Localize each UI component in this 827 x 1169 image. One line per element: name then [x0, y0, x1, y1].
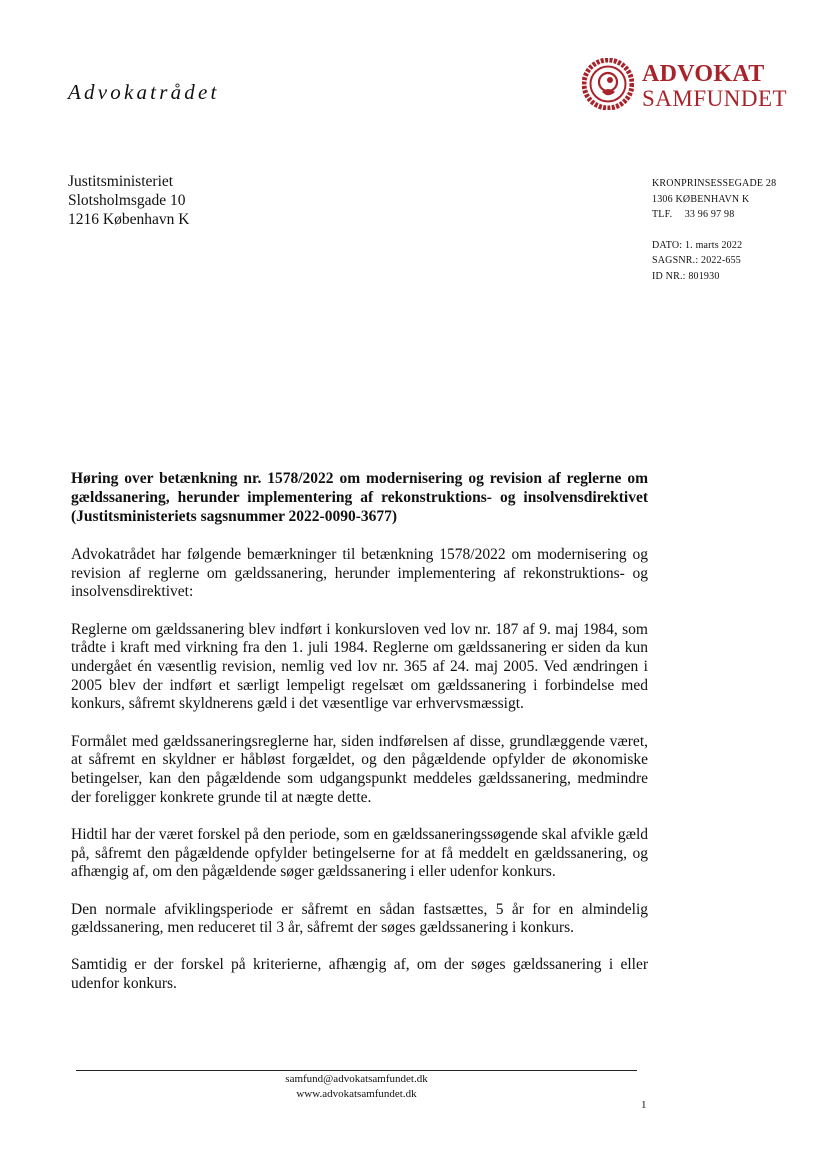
letter-subject: Høring over betænkning nr. 1578/2022 om modernisering og revision af reglerne om gældssanering, herunder implementering af rekonstruktions- og insolvensdirektivet (Justitsministeriets sagsnummer 2022-0090-3677) — [71, 470, 648, 525]
case-number: SAGSNR.: 2022-655 — [652, 255, 741, 266]
page-number: 1 — [641, 1099, 647, 1111]
sender-phone-line — [652, 207, 776, 223]
phone-number: 33 96 97 98 — [684, 209, 735, 220]
letter-body — [71, 546, 648, 1012]
footer-email: samfund@advokatsamfundet.dk — [285, 1073, 428, 1085]
logo-wordmark — [642, 62, 787, 110]
recipient-address — [68, 172, 189, 229]
body-paragraph: Formålet med gældssaneringsreglerne har, siden indførelsen af disse, grundlæggende været, at såfremt en skyldner er håbløst forgældet, og den pågældende opfylder de økonomiske betingelser, kan den pågældende som udgangspunkt meddeles gældssanering, medmindre der foreligger konkrete grunde til at nægte dette. — [71, 732, 648, 806]
logo-line-2: SAMFUNDET — [642, 86, 788, 111]
body-paragraph: Advokatrådet har følgende bemærkninger til betænkning 1578/2022 om modernisering og revision af reglerne om gældssanering, herunder implementering af rekonstruktions- og insolvensdirektivet: — [71, 546, 648, 601]
recipient-name: Justitsministeriet — [68, 173, 174, 190]
sender-contact-block — [652, 176, 776, 284]
advokatsamfundet-logo — [582, 58, 802, 118]
recipient-city: 1216 København K — [68, 211, 190, 228]
footer — [76, 1072, 637, 1102]
sender-address: KRONPRINSESSEGADE 28 — [652, 178, 777, 189]
letter-date: DATO: 1. marts 2022 — [652, 239, 743, 251]
phone-label: TLF. — [652, 209, 673, 220]
body-paragraph: Hidtil har der været forskel på den periode, som en gældssaneringssøgende skal afvikle gæld på, såfremt den pågældende opfylder betingelserne for at få meddelt en gældssanering, og afhængig af, om den pågældende søger gældssanering i eller udenfor konkurs. — [71, 825, 648, 881]
logo-line-1: ADVOKAT — [642, 61, 765, 87]
footer-website: www.advokatsamfundet.dk — [296, 1088, 417, 1100]
seal-icon — [582, 58, 634, 110]
sender-postal: 1306 KØBENHAVN K — [652, 193, 750, 205]
id-number: ID NR.: 801930 — [652, 270, 720, 282]
body-paragraph: Samtidig er der forskel på kriterierne, afhængig af, om der søges gældssanering i eller udenfor konkurs. — [71, 956, 648, 993]
sender-name: Advokatrådet — [68, 80, 220, 104]
recipient-street: Slotsholmsgade 10 — [68, 192, 186, 209]
body-paragraph: Den normale afviklingsperiode er såfremt en sådan fastsættes, 5 år for en almindelig gældssanering, men reduceret til 3 år, såfremt der søges gældssanering i konkurs. — [71, 900, 648, 937]
body-paragraph: Reglerne om gældssanering blev indført i konkursloven ved lov nr. 187 af 9. maj 1984, som trådte i kraft med virkning fra den 1. juli 1984. Reglerne om gældssanering er siden da kun undergået én væsentlig revision, nemlig ved lov nr. 365 af 24. maj 2005. Ved ændringen i 2005 blev der indført et særligt lempeligt regelsæt om gældssanering i forbindelse med konkurs, såfremt skyldnerens gæld i det væsentlige var erhvervsmæssigt. — [71, 620, 648, 713]
footer-divider — [76, 1070, 637, 1071]
